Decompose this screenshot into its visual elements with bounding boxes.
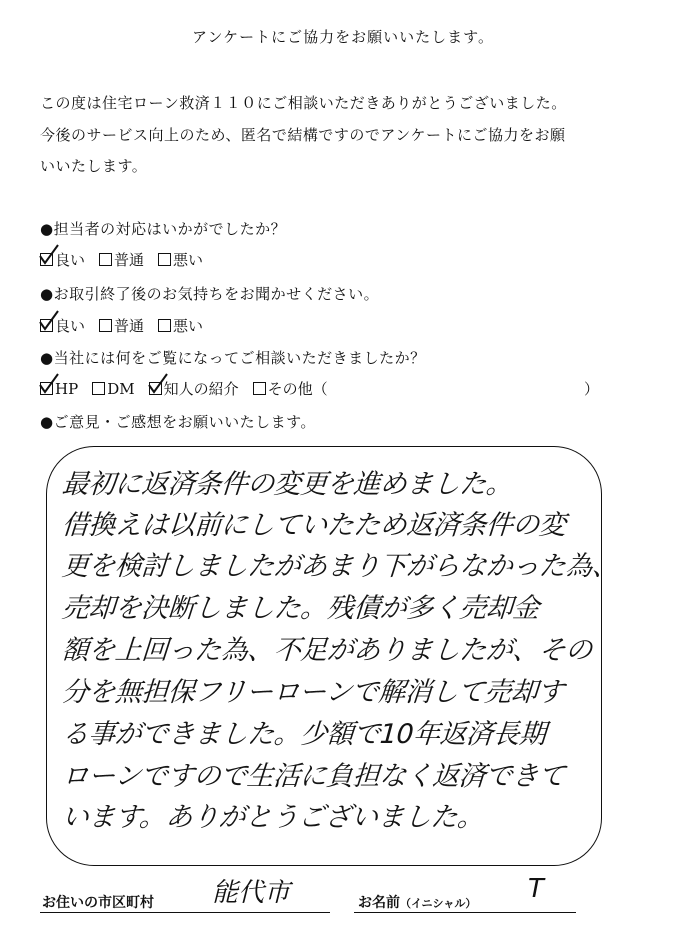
question-feeling-after: ●お取引終了後のお気持ちをお聞かせください。	[40, 285, 380, 303]
checkbox-checked[interactable]	[40, 253, 53, 266]
name-underline	[354, 912, 576, 913]
option-label: 悪い	[173, 251, 204, 269]
check-mark-icon	[38, 373, 60, 395]
option-good[interactable]	[40, 315, 85, 336]
checkbox[interactable]	[158, 253, 171, 266]
name-label-text: お名前	[358, 895, 400, 911]
other-paren-close: ）	[584, 380, 600, 398]
option-acquaintance[interactable]	[149, 378, 239, 399]
intro-line-3: いいたします。	[40, 157, 148, 175]
question-staff-response: ●担当者の対応はいかがでしたか？	[40, 220, 287, 238]
option-label: 良い	[55, 251, 86, 269]
city-underline	[40, 912, 330, 913]
city-label: お住いの市区町村	[42, 895, 154, 911]
option-label: その他（	[267, 380, 328, 398]
comment-line-7: る事ができました。少額で10年返済長期	[60, 719, 547, 750]
option-label: 知人の紹介	[163, 380, 239, 398]
checkbox-checked[interactable]	[40, 382, 53, 395]
option-dm[interactable]	[92, 380, 134, 398]
check-mark-icon	[38, 244, 60, 266]
checkbox[interactable]	[99, 253, 112, 266]
option-label: 悪い	[173, 317, 204, 335]
question-referral-source: ●当社には何をご覧になってご相談いただきましたか？	[40, 349, 426, 367]
comment-line-1: 最初に返済条件の変更を進めました。	[60, 469, 514, 500]
page-title: アンケートにご協力をお願いいたします。	[192, 28, 494, 46]
name-label-sub: （イニシャル）	[400, 897, 477, 910]
comment-line-3: 更を検討しましたがあまり下がらなかった為、	[60, 551, 620, 582]
checkbox[interactable]	[92, 382, 105, 395]
comment-line-4: 売却を決断しました。残債が多く売却金	[60, 593, 540, 624]
option-label: 普通	[114, 251, 145, 269]
option-good[interactable]	[40, 249, 85, 270]
option-bad[interactable]	[158, 249, 203, 270]
checkbox[interactable]	[99, 319, 112, 332]
checkbox[interactable]	[253, 382, 266, 395]
option-label: 普通	[114, 317, 145, 335]
check-mark-icon	[38, 310, 60, 332]
option-hp[interactable]	[40, 380, 78, 398]
comment-line-2: 借換えは以前にしていたため返済条件の変	[60, 510, 567, 541]
option-label: 良い	[55, 317, 86, 335]
options-staff-response	[40, 249, 217, 270]
option-other[interactable]	[253, 378, 328, 399]
comment-line-8: ローンですので生活に負担なく返済できて	[60, 761, 566, 792]
option-label: HP	[55, 379, 79, 398]
checkbox-checked[interactable]	[149, 382, 162, 395]
question-comments: ●ご意見・ご感想をお願いいたします。	[40, 413, 316, 431]
option-bad[interactable]	[158, 315, 203, 336]
city-value: 能代市	[212, 878, 291, 908]
option-normal[interactable]	[99, 315, 144, 336]
options-feeling-after	[40, 315, 217, 336]
check-mark-icon	[147, 373, 169, 395]
comment-line-6: 分を無担保フリーローンで解消して売却す	[60, 677, 565, 708]
checkbox-checked[interactable]	[40, 319, 53, 332]
intro-line-1: この度は住宅ローン救済１１０にご相談いただきありがとうございました。	[40, 94, 567, 112]
comment-line-5: 額を上回った為、不足がありましたが、その	[60, 635, 593, 666]
options-referral-source	[40, 378, 342, 399]
comment-line-9: います。ありがとうございました。	[60, 802, 485, 833]
checkbox[interactable]	[158, 319, 171, 332]
intro-line-2: 今後のサービス向上のため、匿名で結構ですのでアンケートにご協力をお願	[40, 126, 566, 144]
name-value: T	[528, 874, 544, 904]
option-normal[interactable]	[99, 249, 144, 270]
option-label: DM	[107, 379, 135, 398]
name-label	[358, 892, 476, 912]
